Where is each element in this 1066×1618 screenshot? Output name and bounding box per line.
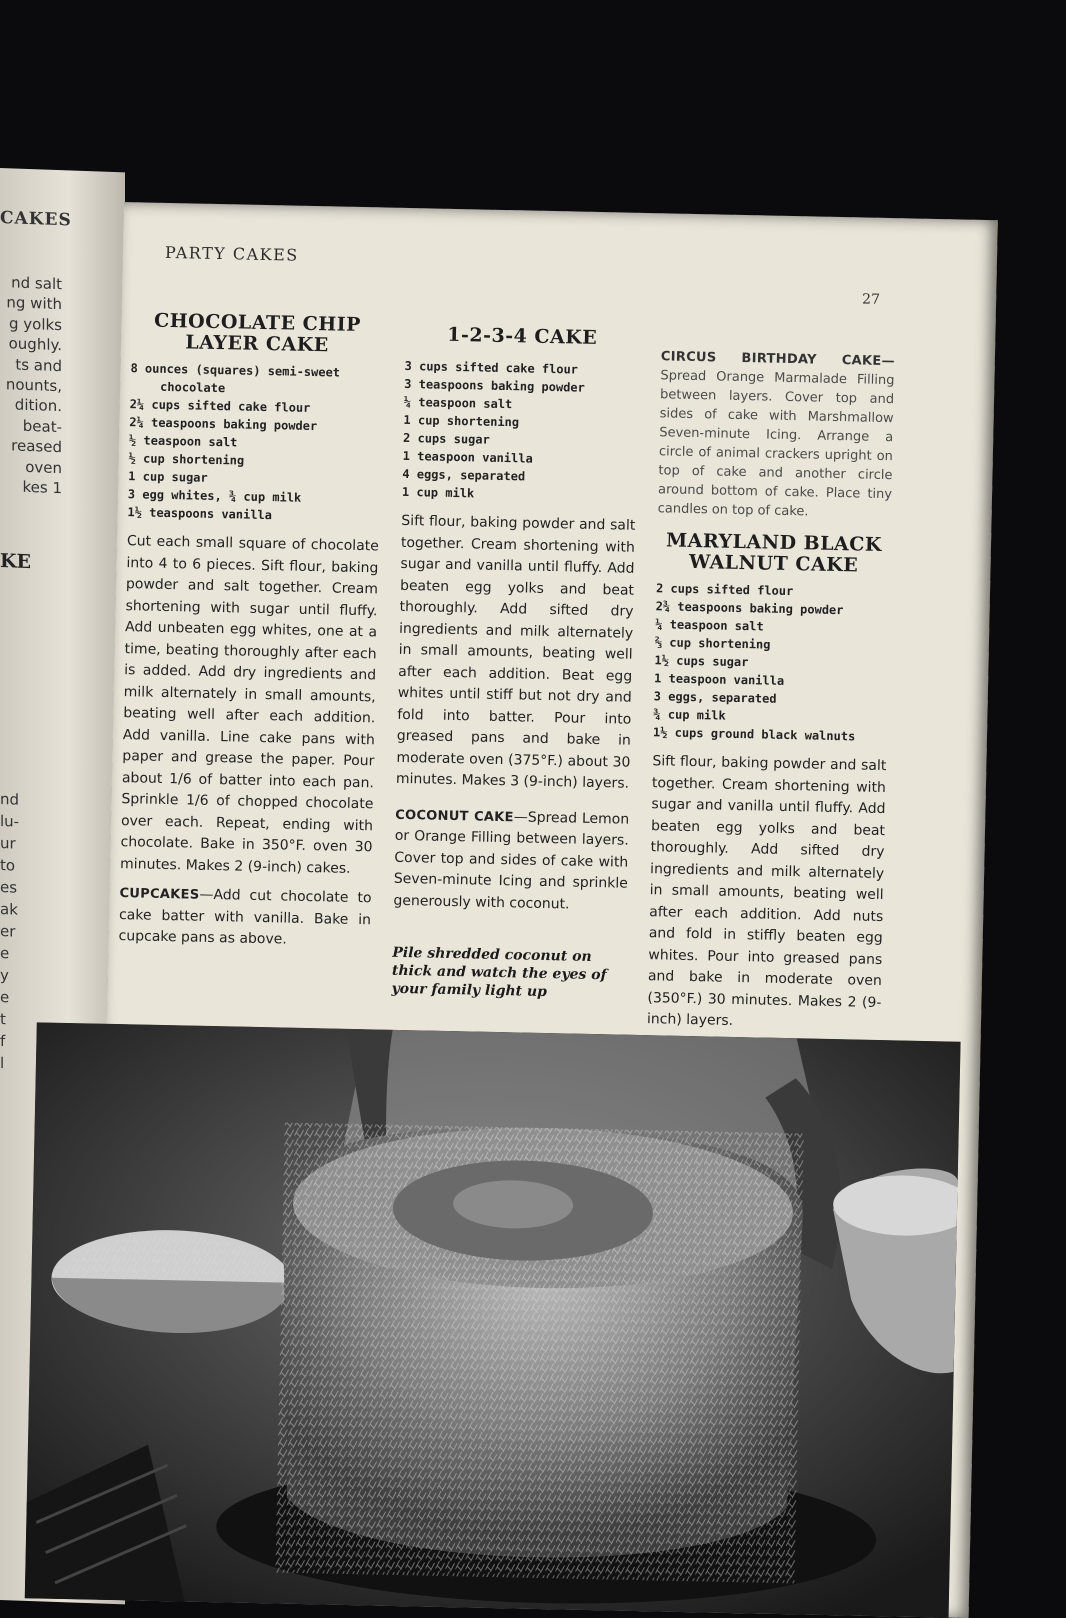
left-text-line: oven — [25, 457, 62, 477]
variation-lead: COCONUT CAKE — [395, 807, 514, 825]
ingredient: 1½ cups ground black walnuts — [652, 725, 856, 744]
left-text-line: lu- — [0, 812, 20, 831]
left-text-line: ur — [0, 834, 16, 853]
left-text-line: ng with — [6, 293, 62, 314]
variation-lead: CUPCAKES — [119, 886, 200, 903]
left-text-line: ak — [0, 900, 18, 919]
left-text-line: dition. — [14, 395, 62, 416]
ingredient: 3 cups sifted cake flour — [404, 358, 579, 377]
ingredient: 1 cup sugar — [128, 469, 208, 485]
left-text-line: e — [0, 988, 10, 1007]
method-1234: Sift flour, baking powder and salt together. Cream shortening with sugar and vanilla until fluffy. Add beaten egg yolks and beat thoroughly. Add sifted dry ingredients and milk alternately in small amounts, beating well after each addition. Beat egg whites until stiff but not dry and fold into batter. Pour into greased pans and bake in moderate oven (375°F.) about 30 minutes. Makes 3 (9-inch) layers. — [395, 512, 636, 792]
left-text-line: nd salt — [11, 273, 62, 294]
left-text-column-2 — [0, 788, 22, 1075]
left-text-line: y — [0, 966, 9, 985]
ingredient: 2¾ teaspoons baking powder — [655, 599, 844, 618]
left-text-line: nounts, — [5, 375, 62, 396]
ingredient: ⅔ cup shortening — [654, 635, 771, 652]
ingredient: ¼ teaspoon salt — [403, 394, 513, 412]
ingredient: 2 cups sifted flour — [655, 581, 794, 599]
left-text-line: es — [0, 878, 18, 897]
ingredient: ½ teaspoon salt — [128, 433, 238, 450]
left-text-line: to — [0, 856, 16, 875]
recipe-title-chocolate-chip: CHOCOLATE CHIP LAYER CAKE — [153, 309, 362, 357]
left-text-line: g yolks — [8, 314, 62, 334]
column-3 — [647, 321, 896, 1043]
ingredient: ¼ teaspoon salt — [655, 617, 764, 634]
ingredient-list-chocolate-chip — [127, 359, 382, 526]
running-head: PARTY CAKES — [164, 242, 299, 265]
left-text-line: t — [0, 1010, 6, 1029]
ingredient: 2 cups sugar — [402, 430, 490, 447]
method-chocolate-chip: Cut each small square of chocolate into 4 to 6 pieces. Sift flour, baking powder and salt together. Cream shortening with sugar until fluffy. Add unbeaten egg whites, one at a time, beating thoroughly after each is added. Add dry ingredients and milk alternately in small amounts, beating well after each addition. Add vanilla. Line cake pans with paper and grease the paper. Pour about 1/6 of batter into each pan. Sprinkle 1/6 of chopped chocolate over each. Repeat, ending with chocolate. Bake in 350°F. oven 30 minutes. Makes 2 (9-inch) cakes. — [119, 533, 380, 877]
left-text-line: f — [0, 1032, 6, 1051]
left-text-line: kes 1 — [22, 477, 62, 498]
left-text-line: oughly. — [8, 334, 62, 355]
variation-text: —Spread Lemon or Orange Filling between layers. Cover top and sides of cake with Seven-minute Icing and sprinkle generously with coconut. — [393, 808, 630, 912]
ingredient-list-1234 — [402, 357, 639, 506]
ingredient: 1½ cups sugar — [654, 653, 749, 670]
left-text-line: er — [0, 922, 16, 941]
ingredient: 1 teaspoon vanilla — [402, 448, 533, 466]
ingredient: 8 ounces (squares) semi-sweet — [130, 361, 341, 380]
ingredient-list-maryland — [653, 579, 890, 746]
variation-text: —Add cut chocolate to cake batter with vanilla. Bake in cupcake pans as above. — [118, 886, 372, 948]
variation-coconut — [393, 804, 629, 916]
recipe-circus — [657, 347, 895, 523]
ingredient: chocolate — [159, 379, 226, 396]
ingredient: ¾ cup milk — [653, 707, 726, 723]
ingredient: 4 eggs, separated — [402, 466, 526, 484]
left-text-line: reased — [11, 436, 62, 457]
left-text-column — [0, 272, 62, 499]
left-heading-fragment: KE — [0, 550, 31, 574]
ingredient: 2¼ teaspoons baking powder — [129, 415, 318, 434]
circus-text: Spread Orange Marmalade Filling between layers. Cover top and sides of cake with Marshmallow Seven-minute Icing. Arrange a circle of animal crackers upright on top of cake and another circle around bottom of cake. Place tiny candles on top of cake. — [657, 368, 895, 520]
cake-photo-illustration — [25, 1022, 961, 1617]
recipe-title-maryland: MARYLAND BLACK WALNUT CAKE — [665, 529, 883, 577]
ingredient: 3 teaspoons baking powder — [404, 376, 585, 395]
left-text-line: e — [0, 944, 10, 963]
coconut-cake-photo — [25, 1022, 961, 1617]
left-text-line: l — [0, 1054, 5, 1073]
circus-lead: CIRCUS BIRTHDAY CAKE— — [660, 349, 895, 370]
ingredient: 1 cup shortening — [403, 412, 520, 430]
left-text-line: beat- — [22, 416, 62, 437]
ingredient: 3 egg whites, ¾ cup milk — [127, 487, 302, 505]
recipe-title-1234: 1-2-3-4 CAKE — [447, 323, 598, 349]
column-1 — [118, 310, 383, 961]
right-page — [95, 202, 998, 1618]
page-number: 27 — [861, 291, 881, 308]
variation-cupcakes — [118, 883, 371, 953]
left-text-line: ts and — [15, 355, 62, 375]
method-maryland: Sift flour, baking powder and salt together. Cream shortening with sugar and vanilla until fluffy. Add beaten egg yolks and beat thoroughly. Add sifted dry ingredients and milk alternately in small amounts, beating well after each addition. Add nuts and fold in stiffly beaten egg whites. Pour into greased pans and bake in moderate oven (350°F.) 30 minutes. Makes 2 (9-inch) layers. — [646, 753, 887, 1029]
ingredient: ½ cup shortening — [128, 451, 245, 468]
ingredient: 1 teaspoon vanilla — [653, 671, 785, 688]
ingredient: 1½ teaspoons vanilla — [127, 505, 273, 523]
ingredient: 1 cup milk — [401, 484, 475, 501]
ingredient: 3 eggs, separated — [653, 689, 777, 706]
column-2 — [391, 316, 639, 1003]
ingredient: 2¼ cups sifted cake flour — [129, 397, 311, 415]
left-running-head: CAKES — [0, 208, 72, 231]
photo-caption: Pile shredded coconut on thick and watch the eyes of your family light up — [391, 944, 607, 1001]
left-text-line: nd — [0, 790, 20, 809]
